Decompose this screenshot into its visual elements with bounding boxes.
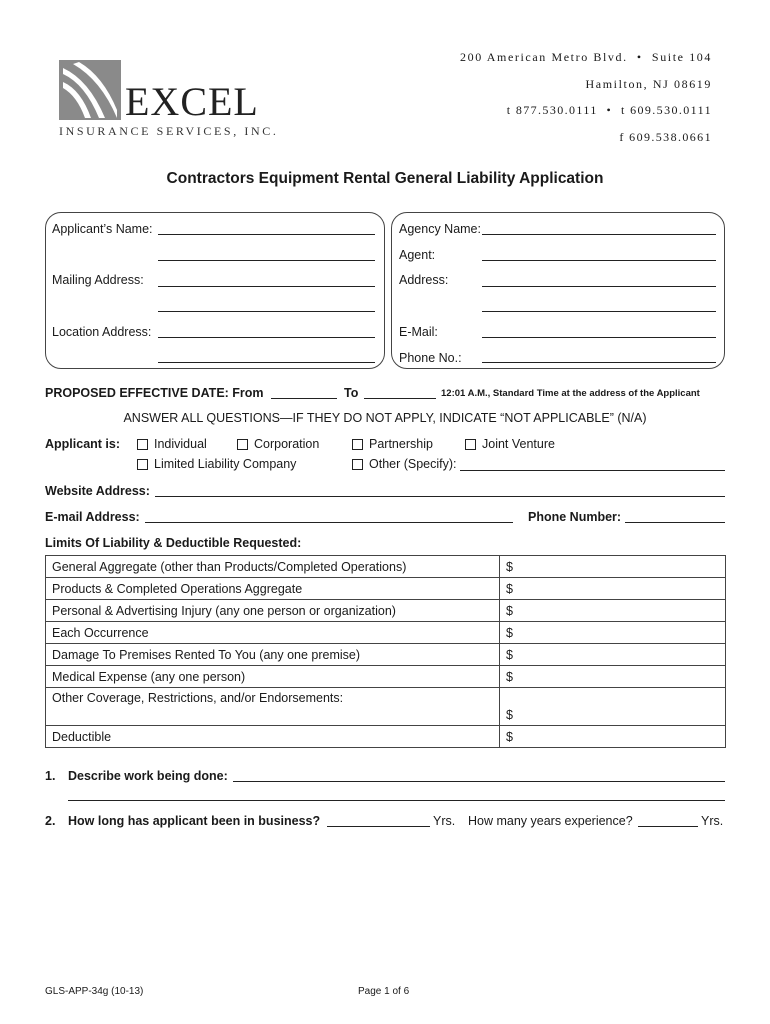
agency-name-label: Agency Name:: [399, 222, 481, 236]
question-1-text: Describe work being done:: [68, 769, 228, 783]
llc-label: Limited Liability Company: [154, 457, 297, 471]
form-title: Contractors Equipment Rental General Liability Application: [166, 170, 604, 187]
table-row: [46, 688, 726, 726]
limit-description: Damage To Premises Rented To You (any one premise): [46, 644, 500, 666]
agency-phone-label: Phone No.:: [399, 351, 462, 365]
effective-from-field[interactable]: [271, 398, 337, 399]
years-experience-label: Yrs.: [701, 814, 724, 828]
limit-amount-field[interactable]: $: [500, 666, 726, 688]
logo-mark-icon: [59, 60, 121, 120]
other-specify-field[interactable]: [460, 470, 725, 471]
email-field[interactable]: [145, 522, 513, 523]
agency-phone-field[interactable]: [482, 362, 716, 363]
question-1-number: 1.: [45, 769, 56, 783]
location-address-label: Location Address:: [52, 325, 152, 339]
partnership-checkbox[interactable]: [352, 439, 363, 450]
applicant-name-label: Applicant’s Name:: [52, 222, 153, 236]
effective-date-label: PROPOSED EFFECTIVE DATE: From: [45, 386, 264, 400]
agency-email-label: E-Mail:: [399, 325, 438, 339]
agency-email-field[interactable]: [482, 337, 716, 338]
mailing-address-field-2[interactable]: [158, 311, 375, 312]
years-label: Yrs.: [433, 814, 456, 828]
other-checkbox[interactable]: [352, 459, 363, 470]
limit-amount-field[interactable]: $: [500, 600, 726, 622]
limit-amount-field[interactable]: $: [500, 644, 726, 666]
page-number: Page 1 of 6: [358, 986, 410, 997]
limits-table: [45, 555, 726, 748]
other-label: Other (Specify):: [369, 457, 457, 471]
mailing-address-label: Mailing Address:: [52, 273, 144, 287]
individual-checkbox[interactable]: [137, 439, 148, 450]
table-row: [46, 726, 726, 748]
question-2b-text: How many years experience?: [468, 814, 633, 828]
company-address: 200 American Metro Blvd. • Suite 104: [460, 50, 712, 64]
agent-field[interactable]: [482, 260, 716, 261]
question-1-field-2[interactable]: [68, 800, 725, 801]
company-phones: t 877.530.0111 • t 609.530.0111: [506, 103, 712, 117]
effective-to-field[interactable]: [364, 398, 436, 399]
agent-label: Agent:: [399, 248, 436, 262]
table-row: [46, 666, 726, 688]
agency-name-field[interactable]: [482, 234, 716, 235]
phone-number-field[interactable]: [625, 522, 725, 523]
individual-label: Individual: [154, 437, 207, 451]
table-row: [46, 556, 726, 578]
effective-time-note: 12:01 A.M., Standard Time at the address of the Applicant: [441, 388, 700, 399]
limit-amount-field[interactable]: $: [500, 726, 726, 748]
question-1-field[interactable]: [233, 781, 725, 782]
question-2-text: How long has applicant been in business?: [68, 814, 321, 828]
agency-address-field[interactable]: [482, 286, 716, 287]
applicant-name-field-2[interactable]: [158, 260, 375, 261]
company-fax: f 609.538.0661: [619, 130, 712, 144]
limit-amount-field[interactable]: $: [500, 578, 726, 600]
email-label: E-mail Address:: [45, 510, 140, 524]
effective-to-label: To: [344, 386, 359, 400]
limit-description: Personal & Advertising Injury (any one person or organization): [46, 600, 500, 622]
table-row: [46, 644, 726, 666]
years-experience-field[interactable]: [638, 826, 698, 827]
instruction-text: ANSWER ALL QUESTIONS—IF THEY DO NOT APPLY, INDICATE “NOT APPLICABLE” (N/A): [123, 411, 647, 425]
limit-description: Other Coverage, Restrictions, and/or Endorsements:: [46, 688, 500, 726]
limit-description: Medical Expense (any one person): [46, 666, 500, 688]
limit-description: Products & Completed Operations Aggregate: [46, 578, 500, 600]
agency-address-field-2[interactable]: [482, 311, 716, 312]
location-address-field[interactable]: [158, 337, 375, 338]
website-field[interactable]: [155, 496, 725, 497]
partnership-label: Partnership: [369, 437, 433, 451]
limit-amount-field[interactable]: $: [500, 622, 726, 644]
mailing-address-field[interactable]: [158, 286, 375, 287]
applicant-is-label: Applicant is:: [45, 437, 121, 451]
form-id: GLS-APP-34g (10-13): [45, 986, 144, 997]
location-address-field-2[interactable]: [158, 362, 375, 363]
table-row: [46, 578, 726, 600]
corporation-checkbox[interactable]: [237, 439, 248, 450]
limit-amount-field[interactable]: $: [500, 688, 726, 726]
logo-subtitle: INSURANCE SERVICES, INC.: [59, 124, 279, 138]
phone-number-label: Phone Number:: [528, 510, 622, 524]
joint-venture-label: Joint Venture: [482, 437, 555, 451]
table-row: [46, 600, 726, 622]
llc-checkbox[interactable]: [137, 459, 148, 470]
logo-name: EXCEL: [125, 79, 259, 124]
table-row: [46, 622, 726, 644]
years-in-business-field[interactable]: [327, 826, 430, 827]
agency-address-label: Address:: [399, 273, 449, 287]
limits-heading: Limits Of Liability & Deductible Requested:: [45, 536, 302, 550]
limit-description: Each Occurrence: [46, 622, 500, 644]
limit-amount-field[interactable]: $: [500, 556, 726, 578]
joint-venture-checkbox[interactable]: [465, 439, 476, 450]
limit-description: General Aggregate (other than Products/Completed Operations): [46, 556, 500, 578]
company-city: Hamilton, NJ 08619: [585, 77, 712, 91]
corporation-label: Corporation: [254, 437, 320, 451]
limit-description: Deductible: [46, 726, 500, 748]
applicant-name-field[interactable]: [158, 234, 375, 235]
question-2-number: 2.: [45, 814, 56, 828]
website-label: Website Address:: [45, 484, 150, 498]
company-logo: [59, 60, 279, 140]
